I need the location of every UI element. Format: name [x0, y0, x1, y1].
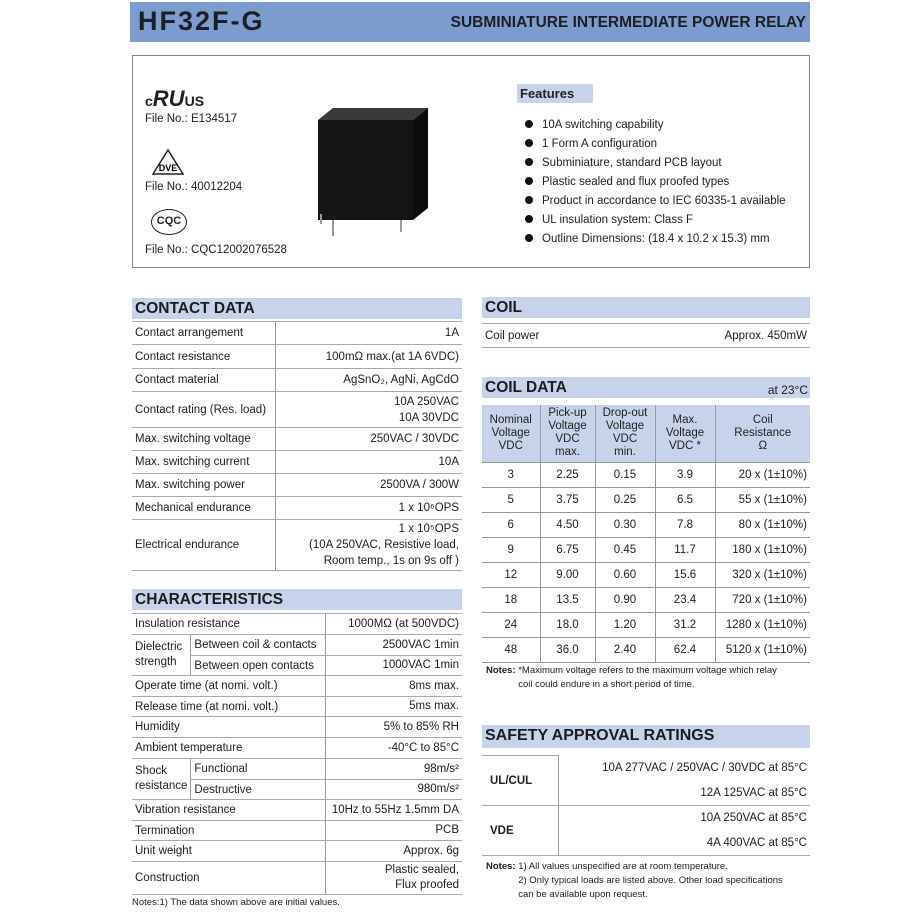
- spec-label: Operate time (at nomi. volt.): [132, 676, 325, 697]
- table-cell: 6.75: [540, 537, 595, 562]
- feature-item: 1 Form A configuration: [525, 138, 657, 150]
- table-row: [482, 562, 810, 587]
- table-cell: 62.4: [655, 637, 715, 662]
- table-cell: 80 x (1±10%): [715, 512, 810, 537]
- product-subtitle: SUBMINIATURE INTERMEDIATE POWER RELAY: [450, 14, 806, 31]
- table-cell: 3.75: [540, 487, 595, 512]
- characteristics-notes: Notes:1) The data shown above are initial values.: [132, 897, 340, 908]
- table-row: [132, 369, 462, 392]
- table-cell: 0.60: [595, 562, 655, 587]
- table-cell: 4.50: [540, 512, 595, 537]
- spec-value: 1000VAC 1min: [325, 656, 462, 676]
- feature-item: UL insulation system: Class F: [525, 214, 693, 226]
- coil-data-heading: [482, 377, 810, 398]
- table-cell: 0.45: [595, 537, 655, 562]
- contact-data-table: [132, 321, 462, 571]
- table-row: [132, 614, 462, 635]
- spec-label: Contact arrangement: [132, 322, 275, 345]
- table-row: [132, 428, 462, 451]
- table-row: [132, 697, 462, 717]
- spec-label: Release time (at nomi. volt.): [132, 697, 325, 717]
- coil-power-label: Coil power: [482, 324, 615, 348]
- overview-box: [132, 55, 810, 268]
- table-cell: 3.9: [655, 462, 715, 487]
- spec-value: AgSnO₂, AgNi, AgCdO: [275, 369, 462, 392]
- coil-data-table: [482, 405, 810, 663]
- table-cell: 2.25: [540, 462, 595, 487]
- header-row: [482, 405, 810, 462]
- table-row: [132, 676, 462, 697]
- table-cell: 1.20: [595, 612, 655, 637]
- spec-sublabel: Functional: [191, 759, 325, 780]
- svg-text:DVE: DVE: [158, 163, 178, 173]
- table-cell: 55 x (1±10%): [715, 487, 810, 512]
- table-row: [482, 462, 810, 487]
- spec-value: 1000MΩ (at 500VDC): [325, 614, 462, 635]
- spec-value: 100mΩ max.(at 1A 6VDC): [275, 345, 462, 369]
- spec-value: -40°C to 85°C: [325, 738, 462, 759]
- table-cell: 18: [482, 587, 540, 612]
- coil-data-note-text: *Maximum voltage refers to the maximum voltage which relay coil could endure in a short period of time.: [518, 665, 777, 690]
- table-row: [482, 537, 810, 562]
- table-row: [482, 637, 810, 662]
- table-cell: 180 x (1±10%): [715, 537, 810, 562]
- spec-sublabel: Between open contacts: [191, 656, 325, 676]
- spec-label: Unit weight: [132, 841, 325, 862]
- feature-item: Plastic sealed and flux proofed types: [525, 176, 729, 188]
- table-row: [482, 487, 810, 512]
- column-header: Drop-out Voltage VDC min.: [595, 405, 655, 462]
- feature-item: Subminiature, standard PCB layout: [525, 157, 722, 169]
- table-cell: 6: [482, 512, 540, 537]
- table-cell: 11.7: [655, 537, 715, 562]
- table-cell: 13.5: [540, 587, 595, 612]
- safety-note-2: 2) Only typical loads are listed above. Other load specifications can be available upon request.: [518, 875, 783, 900]
- spec-value: 10A 250VAC 10A 30VDC: [275, 392, 462, 428]
- table-cell: 6.5: [655, 487, 715, 512]
- coil-heading: COIL: [482, 297, 810, 318]
- table-cell: 31.2: [655, 612, 715, 637]
- rating-value: 10A 277VAC / 250VAC / 30VDC at 85°C: [558, 756, 810, 781]
- table-cell: 36.0: [540, 637, 595, 662]
- spec-sublabel: Between coil & contacts: [191, 635, 325, 656]
- spec-label: Max. switching voltage: [132, 428, 275, 451]
- feature-item: Outline Dimensions: (18.4 x 10.2 x 15.3) mm: [525, 233, 770, 245]
- spec-label: Contact rating (Res. load): [132, 392, 275, 428]
- table-row: [132, 717, 462, 738]
- relay-product-image: [313, 100, 433, 240]
- rating-value: 10A 250VAC at 85°C: [558, 806, 810, 831]
- spec-label: Mechanical endurance: [132, 497, 275, 520]
- safety-ratings-table: [482, 755, 810, 856]
- table-row: [132, 635, 462, 656]
- spec-label: Contact resistance: [132, 345, 275, 369]
- characteristics-heading: CHARACTERISTICS: [132, 589, 462, 610]
- spec-value: 98m/s²: [325, 759, 462, 780]
- spec-label: Humidity: [132, 717, 325, 738]
- spec-value: 1 x 10⁶OPS: [275, 497, 462, 520]
- table-cell: 24: [482, 612, 540, 637]
- spec-value: Approx. 6g: [325, 841, 462, 862]
- table-row: [132, 345, 462, 369]
- table-row: [482, 806, 810, 831]
- coil-power-value: Approx. 450mW: [615, 324, 810, 348]
- feature-item: Product in accordance to IEC 60335-1 available: [525, 195, 786, 207]
- rating-value: 12A 125VAC at 85°C: [558, 781, 810, 806]
- table-row: [482, 612, 810, 637]
- table-row: [132, 862, 462, 895]
- table-row: [132, 322, 462, 345]
- table-cell: 1280 x (1±10%): [715, 612, 810, 637]
- notes-label: Notes:: [486, 861, 516, 872]
- table-cell: 720 x (1±10%): [715, 587, 810, 612]
- table-row: [132, 392, 462, 428]
- spec-label: Dielectric strength: [132, 635, 191, 676]
- table-row: [132, 841, 462, 862]
- ul-logo: cRUUS: [145, 86, 205, 111]
- safety-notes: [486, 860, 783, 902]
- spec-value: Plastic sealed, Flux proofed: [325, 862, 462, 895]
- table-row: [132, 497, 462, 520]
- cqc-file-number: File No.: CQC12002076528: [145, 244, 287, 256]
- features-heading: Features: [517, 84, 593, 103]
- column-header: Nominal Voltage VDC: [482, 405, 540, 462]
- feature-item: 10A switching capability: [525, 119, 663, 131]
- spec-value: PCB: [325, 821, 462, 841]
- table-row: [132, 821, 462, 841]
- table-cell: 0.25: [595, 487, 655, 512]
- table-cell: 9: [482, 537, 540, 562]
- rating-value: 4A 400VAC at 85°C: [558, 831, 810, 856]
- table-cell: 3: [482, 462, 540, 487]
- spec-label: Construction: [132, 862, 325, 895]
- table-row: [132, 451, 462, 474]
- agency-label: VDE: [482, 806, 558, 856]
- spec-value: 2500VA / 300W: [275, 474, 462, 497]
- column-header: Coil Resistance Ω: [715, 405, 810, 462]
- table-cell: 18.0: [540, 612, 595, 637]
- vde-logo: [151, 148, 185, 178]
- spec-value: 980m/s²: [325, 780, 462, 800]
- spec-label: Insulation resistance: [132, 614, 325, 635]
- spec-value: 5ms max.: [325, 697, 462, 717]
- table-row: [132, 474, 462, 497]
- table-cell: 2.40: [595, 637, 655, 662]
- table-cell: 15.6: [655, 562, 715, 587]
- contact-data-heading: CONTACT DATA: [132, 298, 462, 319]
- safety-note-1: 1) All values unspecified are at room temperature.: [518, 861, 728, 872]
- table-row: [482, 756, 810, 781]
- table-row: [482, 587, 810, 612]
- agency-label: UL/CUL: [482, 756, 558, 806]
- spec-value: 5% to 85% RH: [325, 717, 462, 738]
- table-cell: 5120 x (1±10%): [715, 637, 810, 662]
- safety-heading: SAFETY APPROVAL RATINGS: [482, 725, 810, 748]
- spec-value: 250VAC / 30VDC: [275, 428, 462, 451]
- title-banner: [130, 2, 810, 42]
- coil-data-title: COIL DATA: [485, 379, 567, 396]
- table-cell: 320 x (1±10%): [715, 562, 810, 587]
- spec-label: Shock resistance: [132, 759, 191, 800]
- spec-value: 10Hz to 55Hz 1.5mm DA: [325, 800, 462, 821]
- notes-label: Notes:: [486, 665, 516, 676]
- table-row: [132, 738, 462, 759]
- table-cell: 0.90: [595, 587, 655, 612]
- table-cell: 7.8: [655, 512, 715, 537]
- cqc-logo: CQC: [151, 209, 187, 235]
- column-header: Max. Voltage VDC *: [655, 405, 715, 462]
- table-cell: 5: [482, 487, 540, 512]
- coil-data-notes: [486, 664, 777, 692]
- spec-label: Termination: [132, 821, 325, 841]
- column-header: Pick-up Voltage VDC max.: [540, 405, 595, 462]
- characteristics-table: [132, 613, 462, 895]
- spec-sublabel: Destructive: [191, 780, 325, 800]
- product-title: HF32F-G: [138, 6, 265, 36]
- table-cell: 0.15: [595, 462, 655, 487]
- spec-value: 10A: [275, 451, 462, 474]
- spec-value: 8ms max.: [325, 676, 462, 697]
- spec-label: Contact material: [132, 369, 275, 392]
- table-cell: 12: [482, 562, 540, 587]
- spec-label: Max. switching power: [132, 474, 275, 497]
- ul-file-number: File No.: E134517: [145, 113, 238, 125]
- spec-label: Max. switching current: [132, 451, 275, 474]
- table-cell: 48: [482, 637, 540, 662]
- table-cell: 23.4: [655, 587, 715, 612]
- spec-value: 2500VAC 1min: [325, 635, 462, 656]
- spec-label: Ambient temperature: [132, 738, 325, 759]
- table-row: [132, 759, 462, 780]
- spec-label: Electrical endurance: [132, 520, 275, 571]
- table-row: [132, 800, 462, 821]
- table-cell: 20 x (1±10%): [715, 462, 810, 487]
- table-cell: 0.30: [595, 512, 655, 537]
- safety-note-text: [518, 860, 783, 902]
- spec-value: 1 x 10⁵OPS (10A 250VAC, Resistive load, Room temp., 1s on 9s off ): [275, 520, 462, 571]
- vde-file-number: File No.: 40012204: [145, 181, 243, 193]
- spec-label: Vibration resistance: [132, 800, 325, 821]
- table-row: [482, 512, 810, 537]
- spec-value: 1A: [275, 322, 462, 345]
- table-cell: 9.00: [540, 562, 595, 587]
- coil-table: [482, 323, 810, 348]
- coil-data-condition: at 23°C: [767, 383, 808, 397]
- table-row: [132, 520, 462, 571]
